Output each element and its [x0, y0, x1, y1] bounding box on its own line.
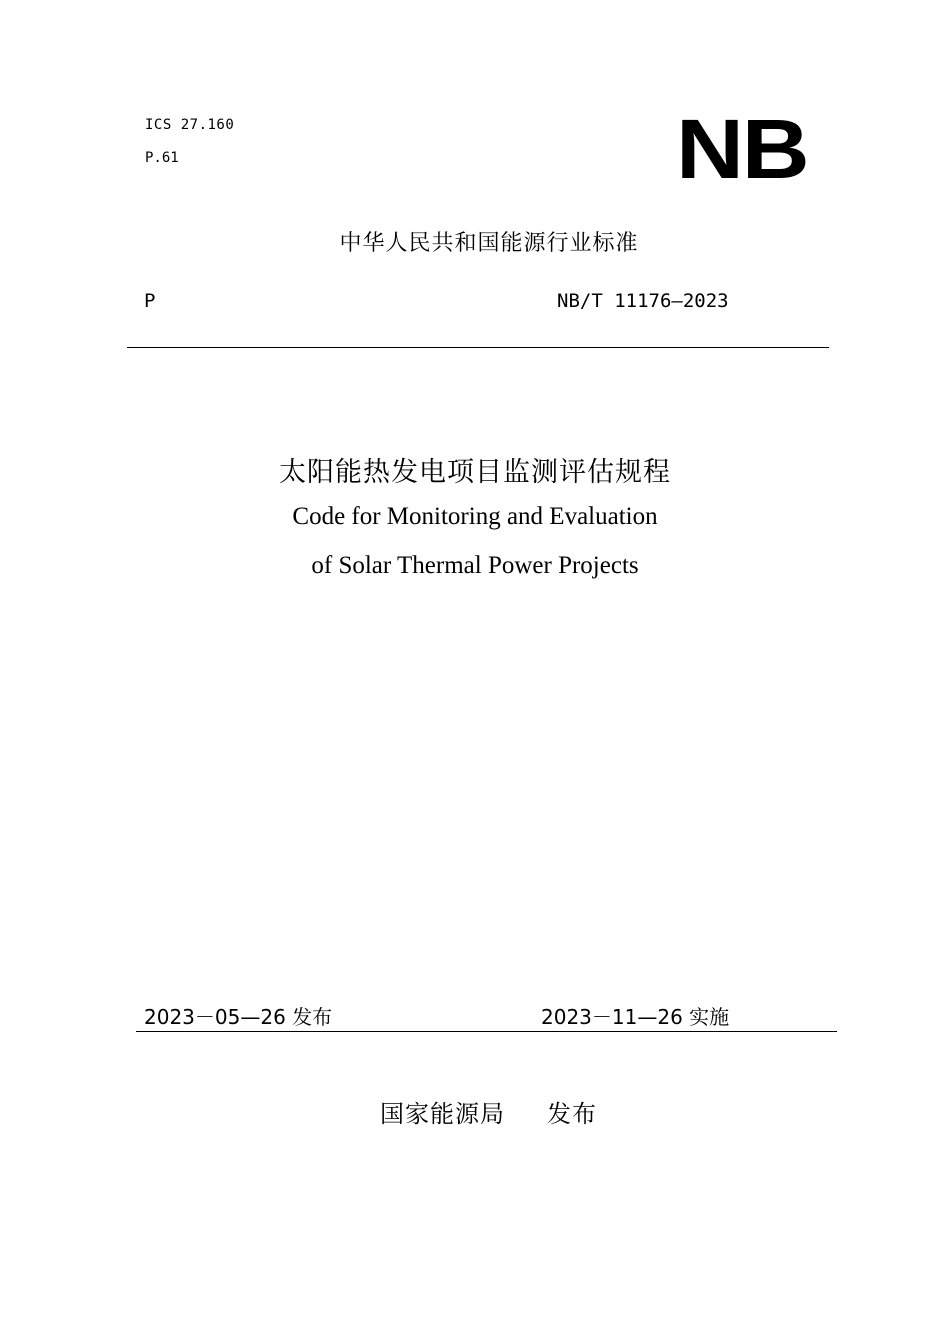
industry-standard-title: 中华人民共和国能源行业标准 — [339, 231, 639, 256]
document-title-en-line2: of Solar Thermal Power Projects — [311, 552, 639, 579]
issuing-authority: 国家能源局 — [380, 1100, 505, 1128]
document-title-en-line1: Code for Monitoring and Evaluation — [292, 503, 658, 530]
classification-code: P.61 — [145, 150, 179, 166]
publish-date: 2023－05—26 发布 — [144, 1005, 333, 1029]
top-divider — [127, 347, 829, 348]
ics-code: ICS 27.160 — [145, 117, 235, 133]
standard-number: NB/T 11176—2023 — [557, 290, 729, 312]
standard-category: P — [144, 290, 156, 312]
document-title-cn: 太阳能热发电项目监测评估规程 — [279, 457, 671, 488]
issuing-action: 发布 — [547, 1100, 597, 1128]
nb-logo: NB — [676, 102, 808, 196]
implementation-date: 2023－11—26 实施 — [541, 1005, 730, 1029]
bottom-divider — [136, 1031, 837, 1032]
